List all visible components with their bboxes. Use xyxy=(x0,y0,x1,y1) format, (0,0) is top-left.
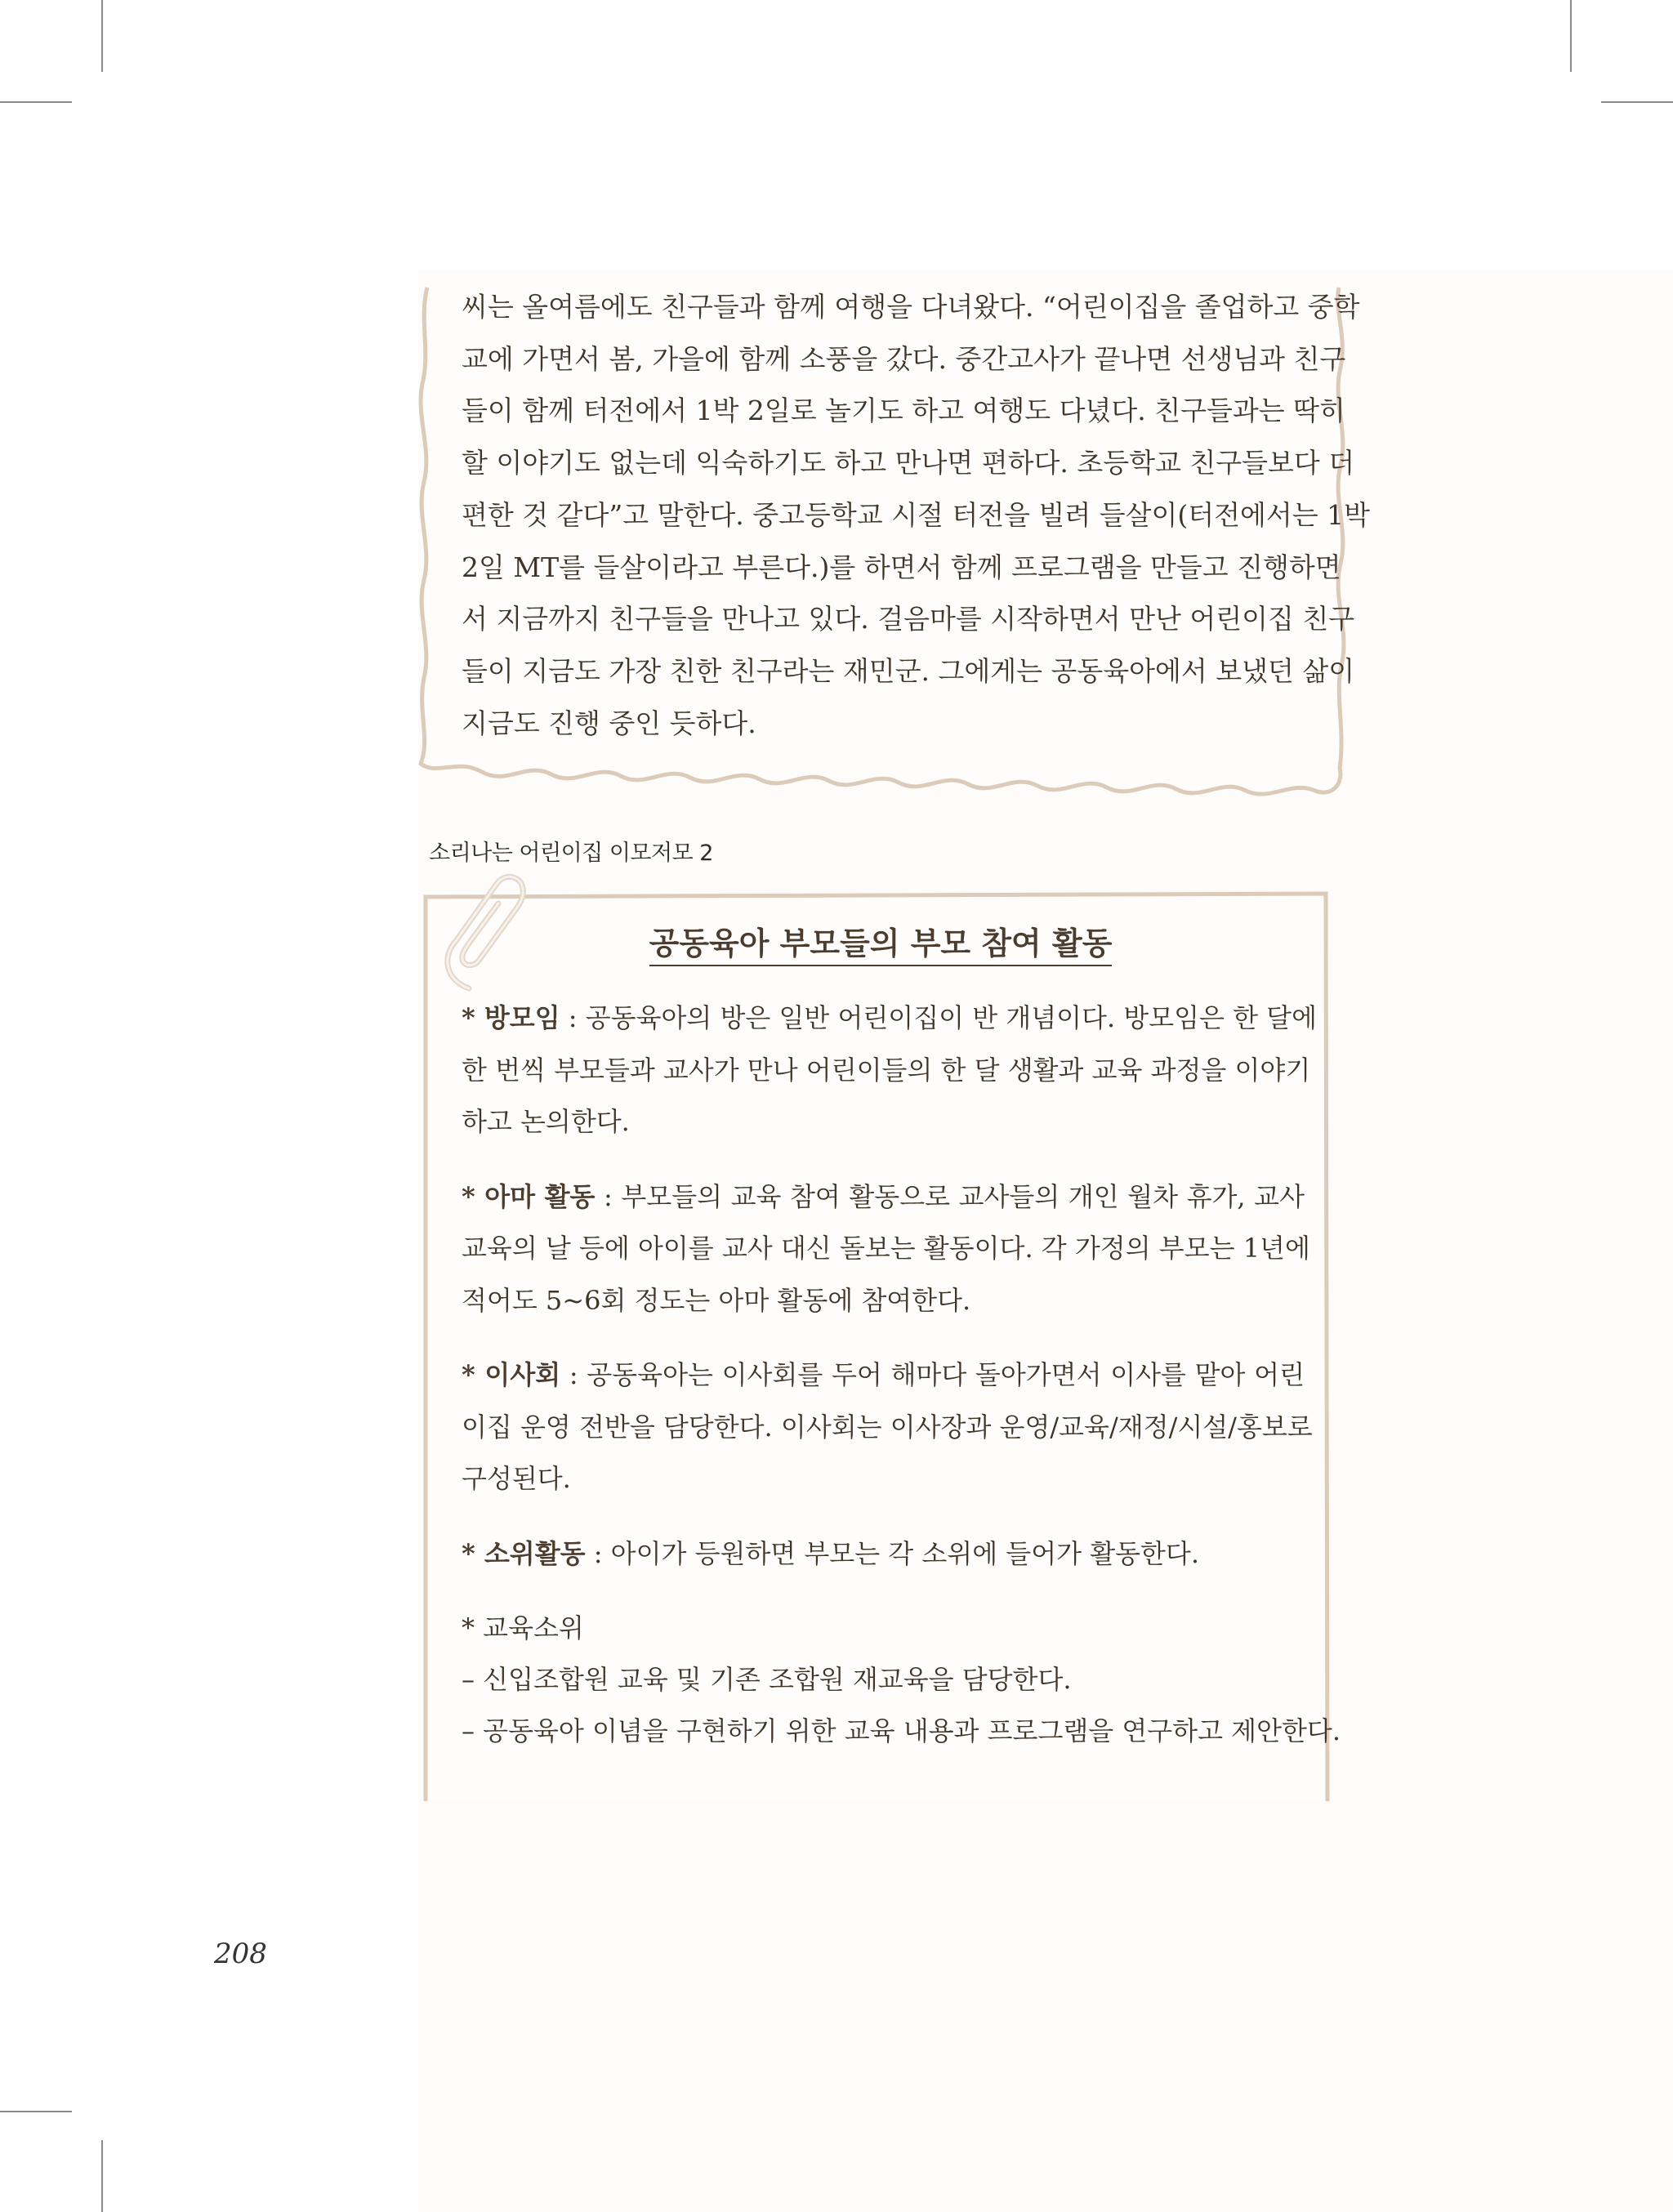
crop-mark-top-left-v xyxy=(101,0,103,72)
note-item-desc: : 공동육아는 이사회를 두어 해마다 돌아가면서 이사를 맡아 어린 xyxy=(560,1359,1305,1390)
crop-mark-top-left-h xyxy=(0,101,72,103)
story-line: 편한 것 같다”고 말한다. 중고등학교 시절 터전을 빌려 들살이(터전에서는 1박 xyxy=(462,498,1370,531)
story-line: 교에 가면서 봄, 가을에 함께 소풍을 갔다. 중간고사가 끝나면 선생님과 친구 xyxy=(462,342,1346,375)
note-item-line: 하고 논의한다. xyxy=(462,1106,630,1137)
note-item-term: * 이사회 xyxy=(462,1359,561,1390)
note-item-desc: : 부모들의 교육 참여 활동으로 교사들의 개인 월차 휴가, 교사 xyxy=(595,1180,1305,1212)
story-line: 씨는 올여름에도 친구들과 함께 여행을 다녀왔다. “어린이집을 졸업하고 중학 xyxy=(462,291,1360,323)
note-item-line: 한 번씩 부모들과 교사가 만나 어린이들의 한 달 생활과 교육 과정을 이야기 xyxy=(462,1054,1311,1086)
note-item-line: 구성된다. xyxy=(462,1463,571,1494)
crop-mark-bottom-left-v xyxy=(101,2140,103,2212)
note-item-line: 적어도 5~6회 정도는 아마 활동에 참여한다. xyxy=(462,1284,971,1316)
edu-committee-line: – 신입조합원 교육 및 기존 조합원 재교육을 담당한다. xyxy=(462,1664,1072,1695)
crop-mark-bottom-left-h xyxy=(0,2111,72,2112)
note-item-term: * 방모임 xyxy=(462,1002,560,1033)
story-line: 들이 지금도 가장 친한 친구라는 재민군. 그에게는 공동육아에서 보냈던 삶이 xyxy=(462,654,1355,687)
note-item-desc: : 아이가 등원하면 부모는 각 소위에 들어가 활동한다. xyxy=(585,1537,1200,1569)
story-line: 2일 MT를 들살이라고 부른다.)를 하면서 함께 프로그램을 만들고 진행하면 xyxy=(462,551,1341,583)
story-line: 지금도 진행 중인 듯하다. xyxy=(462,707,756,739)
crop-mark-top-right-h xyxy=(1601,101,1673,103)
note-item-first-line xyxy=(462,1528,1305,1581)
edu-committee-line: – 공동육아 이념을 구현하기 위한 교육 내용과 프로그램을 연구하고 제안한다. xyxy=(462,1715,1341,1746)
note-item-ama-activity xyxy=(462,1171,1310,1327)
note-item-bang-moim xyxy=(462,992,1318,1148)
page-number: 208 xyxy=(214,1938,267,1970)
story-line: 할 이야기도 없는데 익숙하기도 하고 만나면 편하다. 초등학교 친구들보다 더 xyxy=(462,447,1355,479)
note-item-first-line xyxy=(462,992,1318,1045)
note-item-desc: : 공동육아의 방은 일반 어린이집이 반 개념이다. 방모임은 한 달에 xyxy=(560,1002,1318,1033)
note-item-first-line xyxy=(462,1171,1305,1224)
note-title-text: 공동육아 부모들의 부모 참여 활동 xyxy=(649,925,1113,966)
note-item-term: * 아마 활동 xyxy=(462,1180,596,1212)
note-body xyxy=(462,992,1341,1757)
section-label: 소리나는 어린이집 이모저모 2 xyxy=(429,841,713,866)
note-item-committee xyxy=(462,1528,1305,1581)
note-title xyxy=(427,918,1334,963)
edu-committee-block xyxy=(462,1603,1341,1757)
note-item-line: 교육의 날 등에 아이를 교사 대신 돌보는 활동이다. 각 가정의 부모는 1년에 xyxy=(462,1233,1310,1264)
story-line: 들이 함께 터전에서 1박 2일로 놀기도 하고 여행도 다녔다. 친구들과는 딱히 xyxy=(462,395,1345,427)
note-item-first-line xyxy=(462,1349,1305,1402)
note-item-term: * 소위활동 xyxy=(462,1537,586,1569)
note-item-board xyxy=(462,1349,1313,1505)
note-item-line: 이집 운영 전반을 담당한다. 이사회는 이사장과 운영/교육/재정/시설/홍보로 xyxy=(462,1411,1313,1443)
story-text xyxy=(462,281,1370,749)
crop-mark-top-right-v xyxy=(1570,0,1572,72)
edu-committee-heading: * 교육소위 xyxy=(462,1612,584,1643)
story-line: 서 지금까지 친구들을 만나고 있다. 걸음마를 시작하면서 만난 어린이집 친구 xyxy=(462,603,1355,636)
